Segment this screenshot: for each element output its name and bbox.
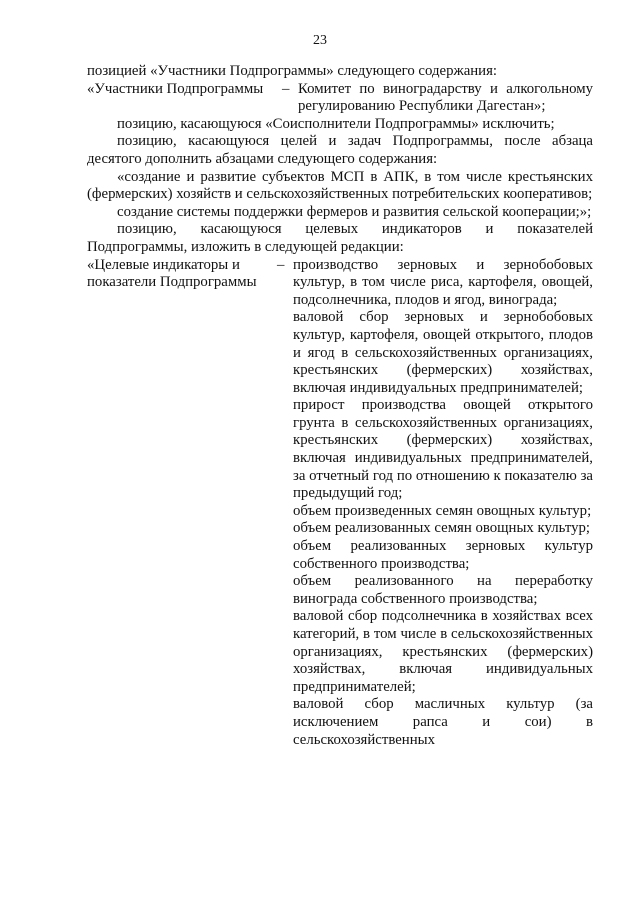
document-body — [87, 63, 593, 749]
indicator-item: производство зерновых и зернобобовых культур, в том числе риса, картофеля, овощей, подсолнечника, плодов и ягод, винограда; — [293, 256, 593, 308]
page-number: 23 — [313, 33, 327, 48]
indicators-list — [293, 257, 593, 750]
indicator-item: прирост производства овощей открытого грунта в сельскохозяйственных организациях, крестьянских (фермерских) хозяйствах, включая индивидуальных предпринимателей, за отчетный год по отношению к показателю за предыдущий год; — [293, 397, 593, 502]
indicator-item: объем реализованных зерновых культур собственного производства; — [293, 538, 593, 572]
coexecutors-paragraph: позицию, касающуюся «Соисполнители Подпрограммы» исключить; — [117, 115, 555, 132]
indicator-item: объем произведенных семян овощных культур; — [293, 502, 592, 519]
indicators-term: «Целевые индикаторы и показатели Подпрограммы — [87, 256, 257, 291]
indicator-item: объем реализованных семян овощных культур; — [293, 520, 590, 537]
participants-dash: – — [282, 80, 290, 97]
indicator-item: валовой сбор подсолнечника в хозяйствах всех категорий, в том числе в сельскохозяйственных организациях, крестьянских (фермерских) хозяйствах, включая индивидуальных предпринимателей; — [293, 608, 593, 695]
participants-term: «Участники Подпрограммы — [87, 80, 264, 97]
indicator-item: валовой сбор зерновых и зернобобовых культур, картофеля, овощей открытого, плодов и ягод в сельскохозяйственных организациях, крестьянских (фермерских) хозяйствах, включая индивидуальных предпринимателей; — [293, 309, 593, 396]
support-paragraph: создание системы поддержки фермеров и развития сельской кооперации;»; — [117, 203, 592, 220]
indicator-item: валовой сбор масличных культур (за исключением рапса и сои) в сельскохозяйственных — [293, 696, 593, 748]
indicators-definition — [87, 257, 593, 750]
intro-paragraph: позицией «Участники Подпрограммы» следующего содержания: — [87, 63, 498, 79]
participants-definition — [87, 81, 593, 116]
msp-paragraph: «создание и развитие субъектов МСП в АПК, в том числе крестьянских (фермерских) хозяйств и сельскохозяйственных потребительских кооперативов; — [87, 168, 593, 203]
indicator-item: объем реализованного на переработку винограда собственного производства; — [293, 573, 593, 607]
indicators-paragraph: позицию, касающуюся целевых индикаторов и показателей Подпрограммы, изложить в следующей редакции: — [87, 221, 593, 255]
goals-paragraph: позицию, касающуюся целей и задач Подпрограммы, после абзаца десятого дополнить абзацами следующего содержания: — [87, 133, 593, 167]
participants-value: Комитет по виноградарству и алкогольному регулированию Республики Дагестан»; — [298, 80, 593, 115]
indicators-dash: – — [277, 256, 285, 273]
